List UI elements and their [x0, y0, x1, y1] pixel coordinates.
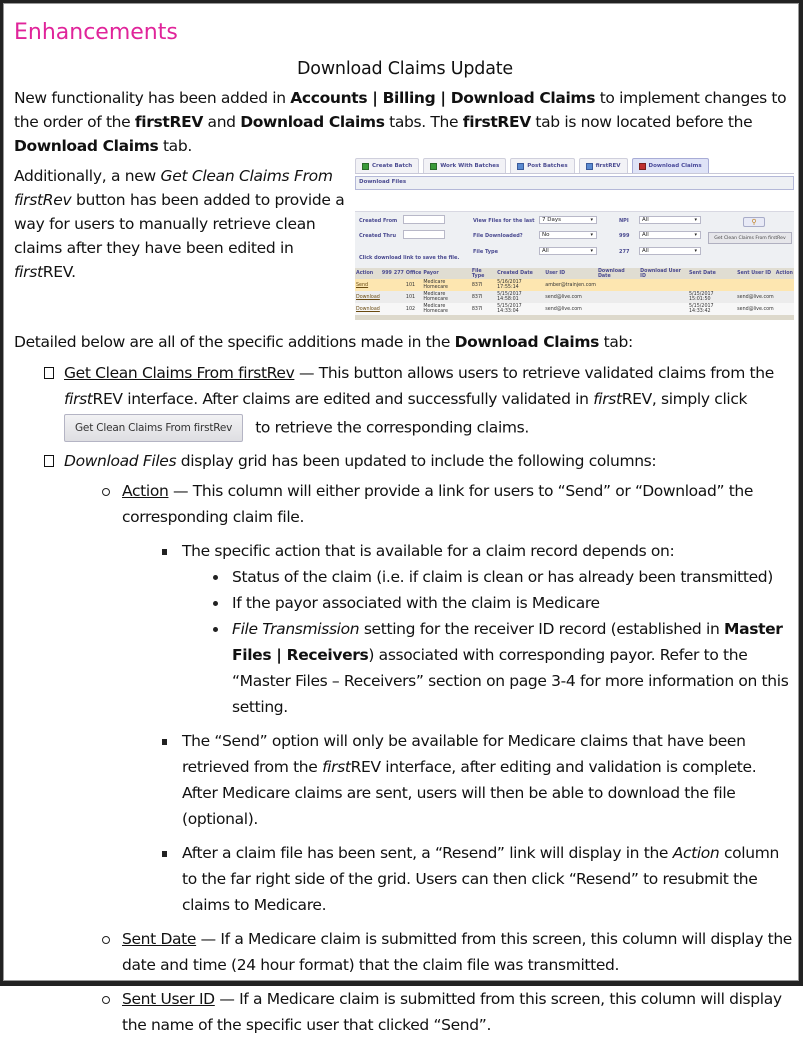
download-claims-screenshot — [355, 158, 794, 322]
col-action[interactable]: Action — [355, 268, 381, 279]
depends-list — [210, 564, 796, 720]
col-created-date[interactable]: Created Date — [496, 268, 544, 279]
list-item-file-transmission: File Transmission setting for the receiver ID record (established in Master Files | Receivers) associated with corresponding payor. Refer to the “Master Files – Receivers” section on page 3-4 for more information on this setting. — [210, 616, 796, 720]
action-details-list — [160, 538, 796, 918]
col-sent-user-id[interactable]: Sent User ID — [736, 268, 775, 279]
post-icon — [586, 163, 593, 170]
square-bullet-icon — [162, 851, 167, 857]
col-action-right[interactable]: Action — [775, 268, 794, 279]
col-payor[interactable]: Payor — [422, 268, 470, 279]
x999-label: 999 — [619, 233, 630, 239]
section-title: Enhancements — [14, 20, 178, 45]
download-icon — [639, 163, 646, 170]
grid-header-row — [355, 268, 794, 279]
x277-select[interactable]: All ▾ — [639, 247, 701, 255]
created-from-input[interactable] — [403, 215, 445, 224]
dot-bullet-icon — [213, 575, 218, 580]
view-files-select[interactable]: 7 Days ▾ — [539, 216, 597, 224]
table-row: Download 102 Medicare Homecare 837I 5/15/2017 14:33:04 send@live.com 5/15/2017 14:33:42 send@live.com — [355, 303, 794, 315]
x277-label: 277 — [619, 249, 630, 255]
filter-panel — [355, 211, 794, 268]
col-office[interactable]: Office — [405, 268, 423, 279]
list-item-status: Status of the claim (i.e. if claim is clean or has already been transmitted) — [210, 564, 796, 590]
col-download-date[interactable]: Download Date — [597, 268, 639, 279]
view-files-label: View Files for the last — [473, 218, 535, 224]
batch-icon — [362, 163, 369, 170]
tab-create-batch[interactable]: Create Batch — [355, 158, 419, 173]
circle-bullet-icon — [102, 996, 110, 1004]
intro-paragraph: New functionality has been added in Accounts | Billing | Download Claims to implement changes to the order of the firstREV and Download Claims tabs. The firstREV tab is now located before the Download Claims tab. — [14, 89, 787, 155]
list-item-sent-date: Sent Date — If a Medicare claim is submitted from this screen, this column will display the date and time (24 hour format) that the claim file was transmitted. — [100, 926, 796, 978]
magnifier-icon[interactable]: ⚲ — [743, 217, 765, 227]
file-downloaded-select[interactable]: No ▾ — [539, 231, 597, 239]
col-download-user-id[interactable]: Download User ID — [639, 268, 688, 279]
list-item-get-clean-claims: Get Clean Claims From firstRev — This button allows users to retrieve validated claims from the firstREV interface. After claims are edited and successfully validated in firstREV, simply click Get Clean Claims From firstRev to retrieve the corresponding claims. — [42, 360, 796, 444]
download-link[interactable]: Download — [355, 291, 381, 303]
square-bullet-icon — [162, 739, 167, 745]
columns-list — [100, 478, 796, 1038]
square-bullet-icon — [162, 549, 167, 555]
panel-title: Download Files — [355, 176, 794, 190]
circle-bullet-icon — [102, 936, 110, 944]
x999-select[interactable]: All ▾ — [639, 231, 701, 239]
table-row: Send 101 Medicare Homecare 837I 5/16/2017 17:55:14 amber@trainjen.com — [355, 279, 794, 291]
billing-tabs — [355, 158, 794, 174]
intro-split — [14, 158, 796, 328]
checkbox-bullet-icon — [44, 455, 54, 467]
table-row: Download 101 Medicare Homecare 837I 5/15/2017 14:58:01 send@live.com 5/15/2017 15:01:50 send@live.com — [355, 291, 794, 303]
checkbox-bullet-icon — [44, 367, 54, 379]
download-link[interactable]: Download — [355, 303, 381, 315]
list-item-action-column: Action — This column will either provide a link for users to “Send” or “Download” the corresponding claim file. The specific action that is available for a claim record depends on: Status of the claim (i.e. if claim is clean or has already been transmitted) If the payor associated with the claim is Medicare File Transmission setting for the receiver ID record (established in Master Files | Receivers) associated with corresponding payor. Refer to the “Master Files – Receivers” section on page 3-4 for more information on this setting. The “Send” option will only be available for Medicare claims that have been retrieved from the firstREV interface, after editing and validation is complete. After Medicare claims are sent, users will then be able to download the file (optional). After a claim file has been sent, a “Resend” link will display in the Action column to the far right side of the grid. Users can then click “Resend” to resubmit the claims to Medicare. — [100, 478, 796, 918]
tab-firstrev[interactable]: firstREV — [579, 158, 628, 173]
list-item-resend: After a claim file has been sent, a “Resend” link will display in the Action column to the far right side of the grid. Users can then click “Resend” to resubmit the claims to Medicare. — [160, 840, 796, 918]
subtitle: Download Claims Update — [297, 59, 513, 79]
dot-bullet-icon — [213, 627, 218, 632]
list-item-send-option: The “Send” option will only be available for Medicare claims that have been retrieved from the firstREV interface, after editing and validation is complete. After Medicare claims are sent, users will then be able to download the file (optional). — [160, 728, 796, 832]
file-type-label: File Type — [473, 249, 499, 255]
tab-post-batches[interactable]: Post Batches — [510, 158, 574, 173]
dot-bullet-icon — [213, 601, 218, 606]
tab-work-with-batches[interactable]: Work With Batches — [423, 158, 506, 173]
additional-paragraph: Additionally, a new Get Clean Claims From firstRev button has been added to provide a way for users to manually retrieve clean claims after they have been edited in firstREV. — [14, 167, 345, 281]
send-link[interactable]: Send — [355, 279, 381, 291]
created-thru-input[interactable] — [403, 230, 445, 239]
npi-label: NPI — [619, 218, 629, 224]
file-downloaded-label: File Downloaded? — [473, 233, 523, 239]
detail-intro: Detailed below are all of the specific additions made in the Download Claims tab: — [14, 333, 633, 351]
list-item-depends: The specific action that is available for a claim record depends on: Status of the claim (i.e. if claim is clean or has already been transmitted) If the payor associated with the claim is Medicare File Transmission setting for the receiver ID record (established in Master Files | Receivers) associated with corresponding payor. Refer to the “Master Files – Receivers” section on page 3-4 for more information on this setting. — [160, 538, 796, 720]
file-type-select[interactable]: All ▾ — [539, 247, 597, 255]
download-hint: Click download link to save the file. — [359, 255, 460, 261]
col-user-id[interactable]: User ID — [544, 268, 597, 279]
list-item-payor: If the payor associated with the claim is Medicare — [210, 590, 796, 616]
col-999[interactable]: 999 — [381, 268, 393, 279]
batch-icon — [430, 163, 437, 170]
post-icon — [517, 163, 524, 170]
document-content — [14, 14, 796, 1046]
tab-download-claims[interactable]: Download Claims — [632, 158, 709, 173]
circle-bullet-icon — [102, 488, 110, 496]
created-from-label: Created From — [359, 218, 398, 224]
created-thru-label: Created Thru — [359, 233, 396, 239]
grid-pager[interactable] — [355, 315, 794, 320]
npi-select[interactable]: All ▾ — [639, 216, 701, 224]
get-clean-claims-button-small[interactable]: Get Clean Claims From firstRev — [708, 232, 792, 244]
list-item-download-files-grid: Download Files display grid has been updated to include the following columns: Action — This column will either provide a link for users to “Send” or “Download” the corresponding claim file. The specific action that is available for a claim record depends on: Status of the claim (i.e. if claim is clean or has already been transmitted) If the payor associated with the claim is Medicare File Transmission setting for the receiver ID record (established in Master Files | Receivers) associated with corresponding payor. Refer to the “Master Files – Receivers” section on page 3-4 for more information on this setting. The “Send” option will only be available for Medicare claims that have been retrieved from the firstREV interface, after editing and validation is complete. After Medicare claims are sent, users will then be able to download the file (optional). After a claim file has been sent, a “Resend” link will display in the Action column to the far right side of the grid. Users can then click “Resend” to resubmit the claims to Medicare. Sent Date — If a Medicare claim is submitted from this screen, this column will display the date and time (24 hour format) that the claim file was transmitted. Sent User ID — If a Medicare claim is submitted from this screen, this column will display the name of the specific user that clicked “Send”. — [42, 448, 796, 1038]
additions-list — [42, 360, 796, 1038]
list-item-sent-user-id: Sent User ID — If a Medicare claim is submitted from this screen, this column will display the name of the specific user that clicked “Send”. — [100, 986, 796, 1038]
col-file-type[interactable]: File Type — [471, 268, 496, 279]
col-sent-date[interactable]: Sent Date — [688, 268, 736, 279]
get-clean-claims-button[interactable]: Get Clean Claims From firstRev — [64, 414, 243, 442]
download-files-grid — [355, 268, 794, 315]
col-277[interactable]: 277 — [393, 268, 405, 279]
